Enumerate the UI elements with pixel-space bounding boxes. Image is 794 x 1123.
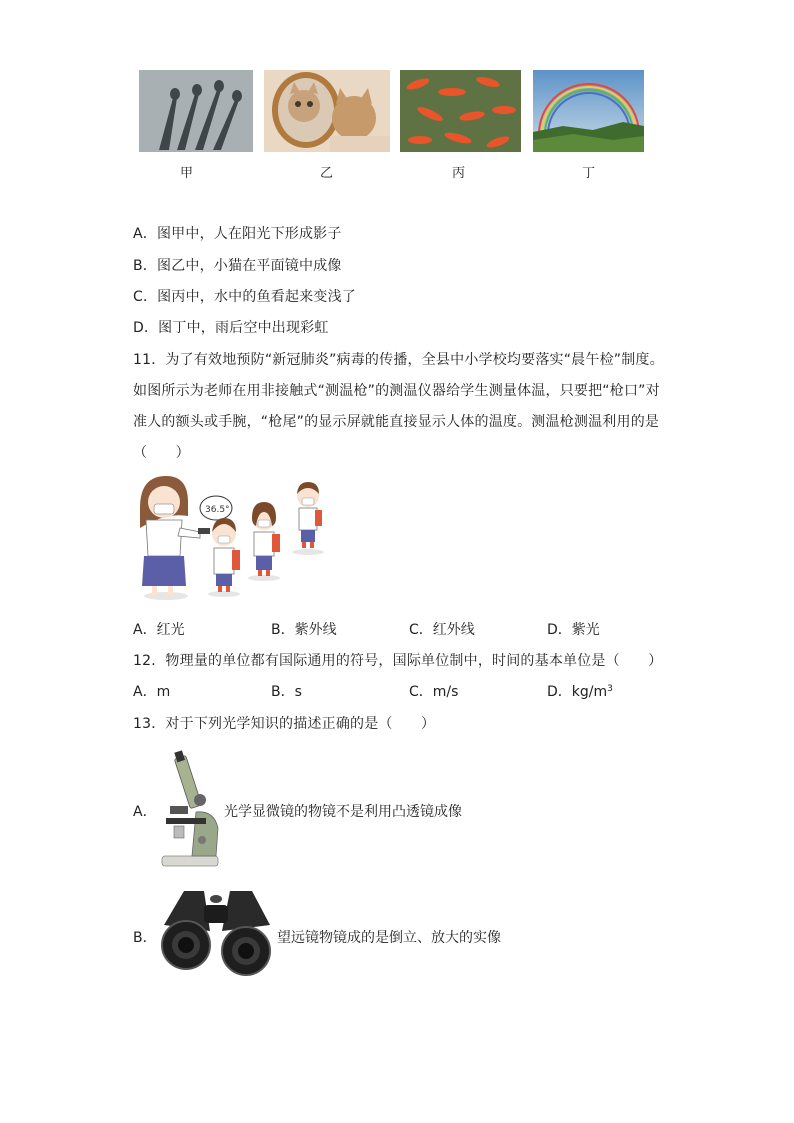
q11-option-d: D．紫光 <box>547 622 600 638</box>
q13-option-b-label: B． <box>133 930 157 946</box>
q12-option-b: B．s <box>271 684 302 700</box>
q12-option-c: C．m/s <box>409 684 459 700</box>
binoculars-image <box>160 885 274 979</box>
q10-option-d: D．图丁中，雨后空中出现彩虹 <box>133 320 329 336</box>
q13-option-a-label: A． <box>133 804 157 820</box>
q11-option-a: A．红光 <box>133 622 185 638</box>
superscript-3: 3 <box>607 684 613 694</box>
photo-cat-mirror <box>264 70 390 152</box>
q11-option-b: B．紫外线 <box>271 622 337 638</box>
q11-option-c: C．红外线 <box>409 622 475 638</box>
photo-goldfish <box>400 70 521 152</box>
q12-stem: 12．物理量的单位都有国际通用的符号，国际单位制中，时间的基本单位是（ ） <box>133 653 663 669</box>
caption-bing: 丙 <box>452 166 466 181</box>
microscope-image <box>156 748 224 868</box>
q13-option-a-text: 光学显微镜的物镜不是利用凸透镜成像 <box>224 804 462 820</box>
caption-yi: 乙 <box>320 166 334 181</box>
q13-stem: 13．对于下列光学知识的描述正确的是（ ） <box>133 716 436 732</box>
q12-option-d <box>547 681 613 701</box>
q10-option-b: B．图乙中，小猫在平面镜中成像 <box>133 258 342 274</box>
photo-rainbow <box>533 70 644 152</box>
q11-stem-line-1: 11．为了有效地预防“新冠肺炎”病毒的传播，全县中小学校均要落实“晨午检”制度。 <box>133 352 664 368</box>
q12-option-a: A．m <box>133 684 171 700</box>
q10-option-a: A．图甲中，人在阳光下形成影子 <box>133 226 342 242</box>
q12-option-d-text: D．kg/m <box>547 684 608 700</box>
temperature-bubble: 36.5° <box>205 505 230 515</box>
q13-option-b-text: 望远镜物镜成的是倒立、放大的实像 <box>277 930 501 946</box>
q11-stem-line-3: 准人的额头或手腕，“枪尾”的显示屏就能直接显示人体的温度。测温枪测温利用的是 <box>133 414 660 430</box>
q10-option-c: C．图丙中，水中的鱼看起来变浅了 <box>133 289 356 305</box>
photo-shadows <box>139 70 253 152</box>
q11-stem-line-4: （ ） <box>133 445 190 461</box>
q11-stem-line-2: 如图所示为老师在用非接触式“测温枪”的测温仪器给学生测量体温，只要把“枪口”对 <box>133 383 660 399</box>
caption-ding: 丁 <box>582 166 596 181</box>
caption-jia: 甲 <box>180 166 194 181</box>
temperature-check-illustration <box>136 472 331 604</box>
